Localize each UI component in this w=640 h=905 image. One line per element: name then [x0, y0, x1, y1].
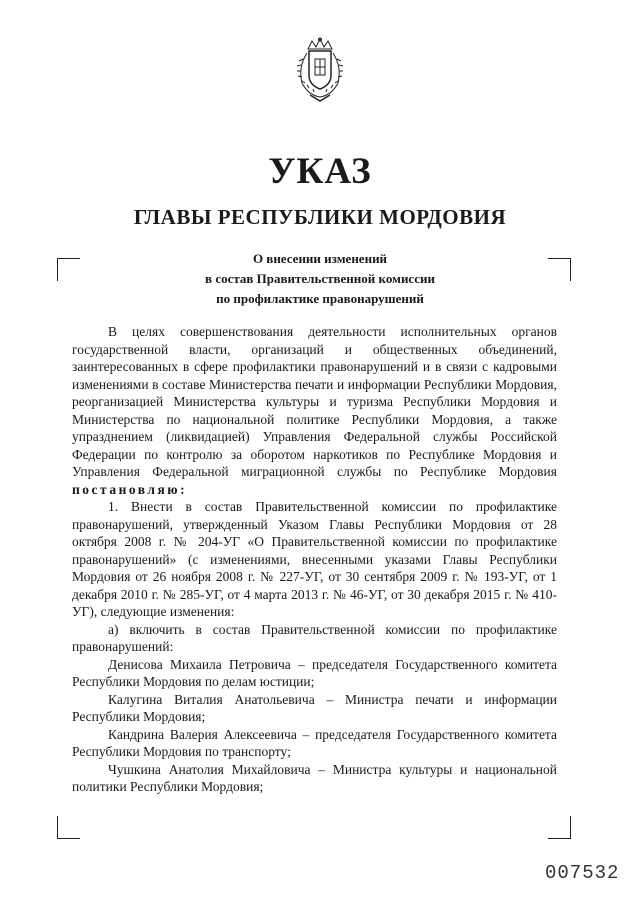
coat-of-arms-icon — [294, 37, 346, 103]
paragraph-item-1: 1. Внести в состав Правительственной комиссии по профилактике правонарушений, утвержденный Указом Главы Республики Мордовия от 28 октября 2008 г. № 204-УГ «О Правительственной комиссии по профилактике правонарушений» (с изменениями, внесенными указами Главы Республики Мордовия от 26 ноября 2008 г. № 227-УГ, от 30 сентября 2009 г. № 193-УГ, от 1 декабря 2010 г. № 285-УГ, от 4 марта 2013 г. № 46-УГ, от 30 декабря 2015 г. № 410-УГ), следующие изменения: — [72, 499, 557, 619]
heading-line: по профилактике правонарушений — [216, 291, 424, 306]
resolution-word: постановляю: — [72, 481, 188, 497]
member-entry: Денисова Михаила Петровича – председателя Государственного комитета Республики Мордовия по делам юстиции; — [72, 656, 557, 689]
heading-line: в состав Правительственной комиссии — [205, 271, 435, 286]
heading-line: О внесении изменений — [252, 251, 388, 266]
preamble-text: В целях совершенствования деятельности исполнительных органов государственной власти, организаций и общественных объединений, заинтересованных в сфере профилактики правонарушений и в связи с кадровыми изменениями в составе Министерства печати и информации Республики Мордовия, реорганизацией Министерства культуры и туризма Республики Мордовия и Министерства по национальной политике Республики Мордовия, а также упразднением (ликвидацией) Управления Федеральной службы Российской Федерации по контролю за оборотом наркотиков по Республике Мордовия и Управления Федеральной миграционной службы по Республике Мордовия — [72, 324, 557, 479]
document-title: УКАЗ — [268, 151, 372, 192]
registration-number: 007532 — [545, 862, 620, 884]
decree-heading — [0, 249, 640, 309]
corner-mark-bottom-left — [57, 816, 80, 839]
member-entry: Кандрина Валерия Алексеевича – председателя Государственного комитета Республики Мордовия по транспорту; — [72, 726, 557, 759]
member-entry: Чушкина Анатолия Михайловича – Министра культуры и национальной политики Республики Мордовия; — [72, 761, 557, 794]
decree-body — [72, 323, 557, 796]
paragraph-item-a: а) включить в состав Правительственной комиссии по профилактике правонарушений: — [72, 621, 557, 654]
corner-mark-bottom-right — [548, 816, 571, 839]
member-entry: Калугина Виталия Анатольевича – Министра печати и информации Республики Мордовия; — [72, 691, 557, 724]
paragraph-preamble — [72, 323, 557, 498]
issuer-line: ГЛАВЫ РЕСПУБЛИКИ МОРДОВИЯ — [133, 205, 507, 229]
